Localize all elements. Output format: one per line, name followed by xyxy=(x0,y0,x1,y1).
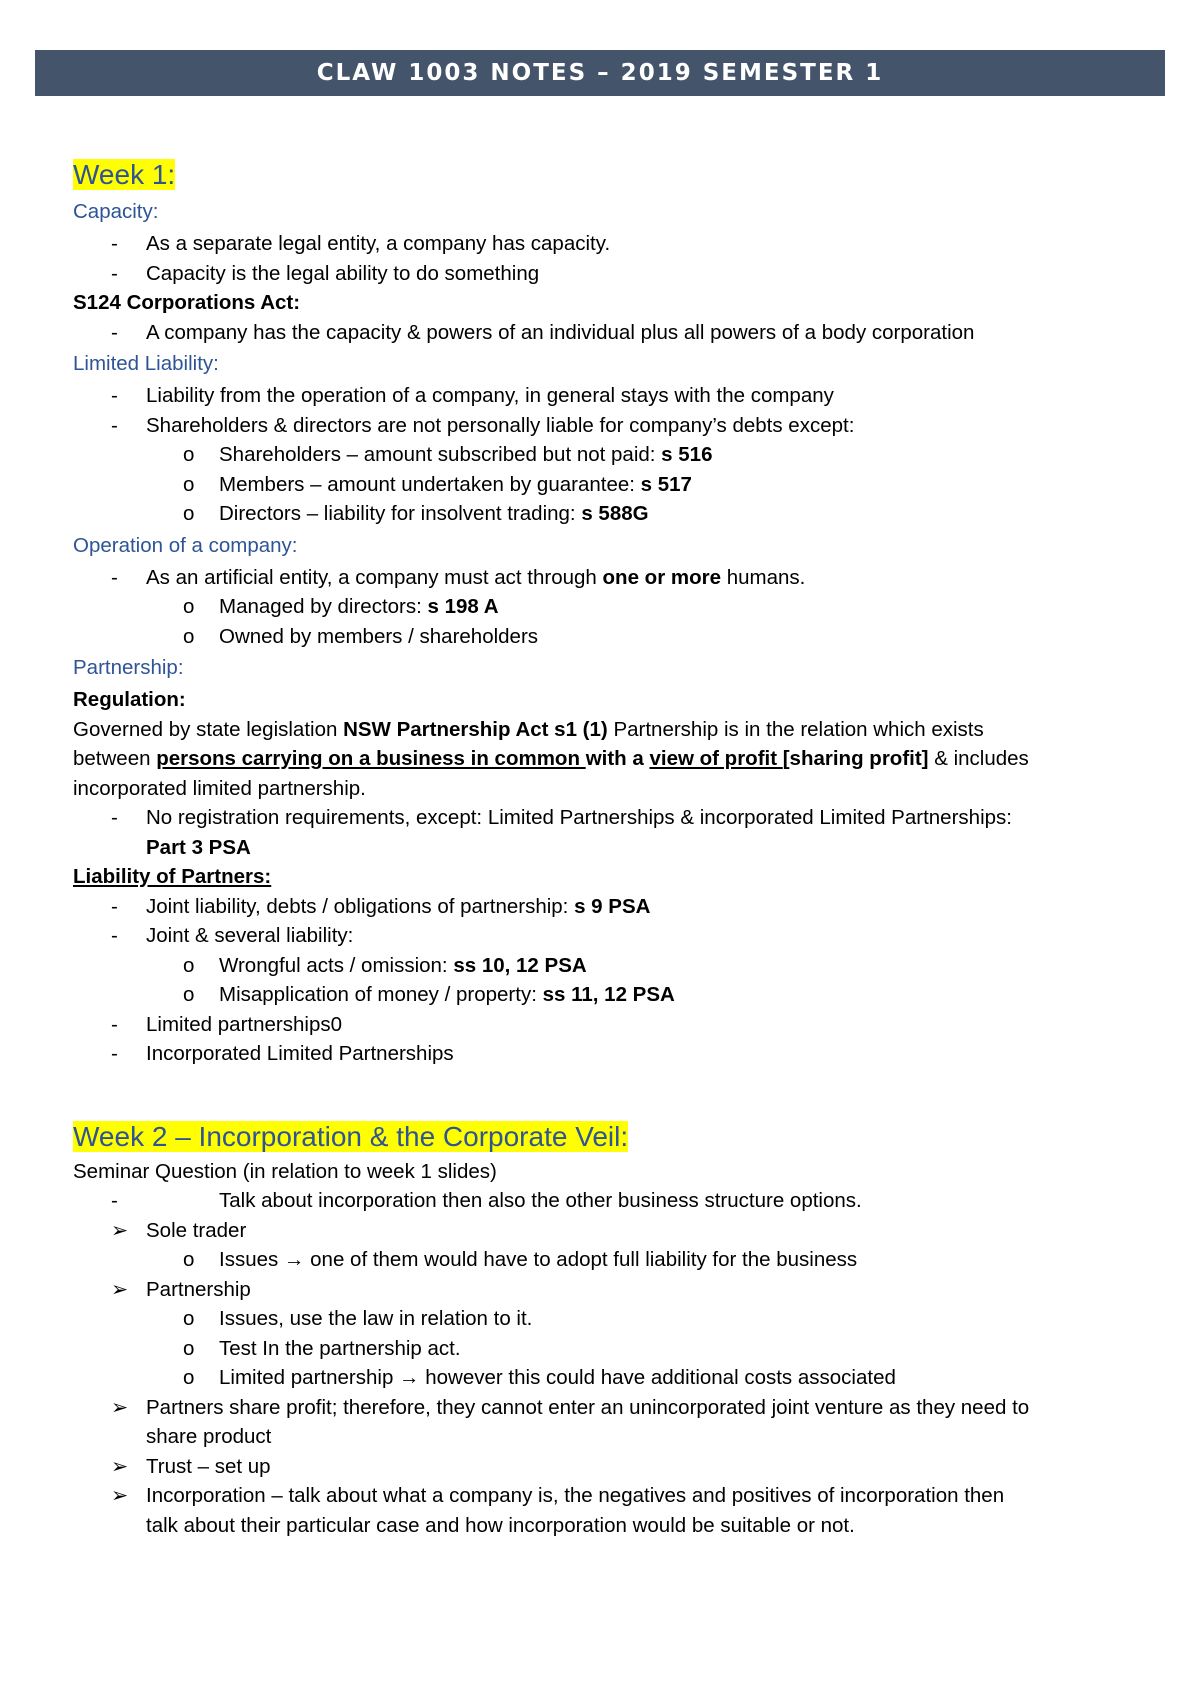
paragraph-line: Governed by state legislation NSW Partnership Act s1 (1) Partnership is in the relation which exists xyxy=(73,717,984,741)
list-item: - Capacity is the legal ability to do something xyxy=(111,261,540,285)
list-item: - Talk about incorporation then also the other business structure options. xyxy=(111,1189,862,1212)
list-item: - A company has the capacity & powers of an individual plus all powers of a body corporation xyxy=(111,320,975,344)
partnership-heading: Partnership: xyxy=(73,656,184,679)
sub-list-item: o Misapplication of money / property: ss 11, 12 PSA xyxy=(183,983,675,1006)
list-item: - No registration requirements, except: Limited Partnerships & incorporated Limited Partnerships: xyxy=(111,806,1012,829)
paragraph-line: between persons carrying on a business in common with a view of profit [sharing profit] & includes xyxy=(73,747,1029,770)
list-item: - Joint & several liability: xyxy=(111,924,354,947)
list-item: - As a separate legal entity, a company has capacity. xyxy=(111,232,611,255)
sub-list-item: o Owned by members / shareholders xyxy=(183,624,539,648)
document-header-bar xyxy=(35,50,1165,96)
capacity-heading: Capacity: xyxy=(73,200,159,223)
week2-heading: Week 2 – Incorporation & the Corporate Veil: xyxy=(73,1120,629,1152)
s124-heading: S124 Corporations Act: xyxy=(73,291,301,314)
week1-heading: Week 1: xyxy=(73,159,176,190)
list-item-continuation: Part 3 PSA xyxy=(146,835,251,859)
sub-list-item: o Wrongful acts / omission: ss 10, 12 PSA xyxy=(183,953,587,977)
list-item: - Limited partnerships0 xyxy=(111,1012,342,1036)
regulation-heading: Regulation: xyxy=(73,688,186,711)
arrow-list-item: ➢ Trust – set up xyxy=(111,1454,271,1478)
list-item-continuation: talk about their particular case and how incorporation would be suitable or not. xyxy=(146,1513,855,1537)
arrow-list-item: ➢ Partners share profit; therefore, they cannot enter an unincorporated joint venture as they need to xyxy=(111,1395,1030,1419)
limited-liability-heading: Limited Liability: xyxy=(73,352,219,375)
list-item: - Incorporated Limited Partnerships xyxy=(111,1042,454,1065)
sub-list-item: o Test In the partnership act. xyxy=(183,1336,461,1360)
list-item-continuation: share product xyxy=(146,1425,272,1448)
seminar-question: Seminar Question (in relation to week 1 slides) xyxy=(73,1159,497,1183)
arrow-list-item: ➢ Partnership xyxy=(111,1277,251,1301)
sub-list-item: o Managed by directors: s 198 A xyxy=(183,595,499,618)
list-item: - As an artificial entity, a company must act through one or more humans. xyxy=(111,565,806,589)
list-item: - Liability from the operation of a company, in general stays with the company xyxy=(111,384,834,407)
liability-of-partners-heading: Liability of Partners: xyxy=(73,865,272,888)
list-item: - Shareholders & directors are not personally liable for company’s debts except: xyxy=(111,413,855,437)
arrow-list-item: ➢ Incorporation – talk about what a company is, the negatives and positives of incorporation then xyxy=(111,1484,1005,1507)
sub-list-item: o Issues → one of them would have to adopt full liability for the business xyxy=(183,1248,858,1271)
sub-list-item: o Shareholders – amount subscribed but not paid: s 516 xyxy=(183,443,713,466)
sub-list-item: o Directors – liability for insolvent trading: s 588G xyxy=(183,502,649,525)
sub-list-item: o Members – amount undertaken by guarantee: s 517 xyxy=(183,472,692,496)
document-title: CLAW 1003 NOTES – 2019 SEMESTER 1 xyxy=(316,60,884,86)
list-item: - Joint liability, debts / obligations of partnership: s 9 PSA xyxy=(111,894,651,918)
operation-heading: Operation of a company: xyxy=(73,533,298,557)
arrow-list-item: ➢ Sole trader xyxy=(111,1218,247,1242)
document-body xyxy=(73,155,1153,1540)
sub-list-item: o Issues, use the law in relation to it. xyxy=(183,1307,533,1330)
paragraph-line: incorporated limited partnership. xyxy=(73,776,366,800)
sub-list-item: o Limited partnership → however this could have additional costs associated xyxy=(183,1366,896,1389)
